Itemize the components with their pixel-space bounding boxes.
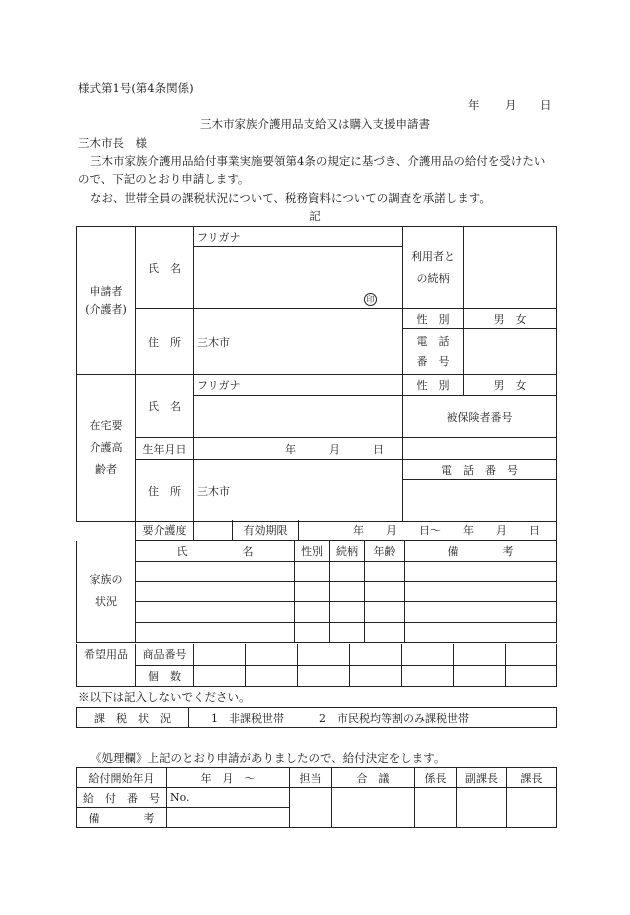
quantity-cell[interactable] [350,665,402,686]
elder-address-label: 住 所 [136,460,194,522]
care-level-label: 要介護度 [136,520,194,540]
elder-name-field[interactable] [194,396,403,438]
tax-option-1[interactable]: 1 非課税世帯 [211,711,284,725]
processing-table [76,767,557,828]
product-number-cell[interactable] [194,644,246,665]
elder-sex-label: 性 別 [403,375,464,396]
quantity-cell[interactable] [246,665,298,686]
valid-period-label: 有効期限 [233,520,299,540]
quantity-cell[interactable] [402,665,454,686]
addressee: 三木市長 様 [78,136,147,150]
date-day: 日 [540,98,552,112]
quantity-label: 個 数 [136,665,194,686]
benefit-number-label: 給 付 番 号 [77,788,167,808]
product-number-cell[interactable] [454,644,506,665]
birth-date-field[interactable]: 年 月 日 [194,438,403,460]
applicant-furigana[interactable]: フリガナ [194,227,403,247]
valid-period-field[interactable]: 年 月 日～ 年 月 日 [299,520,557,540]
tax-status-label: 課 税 状 況 [77,708,189,728]
applicant-sex-label: 性 別 [403,309,464,329]
product-number-cell[interactable] [246,644,298,665]
care-level-table [135,520,557,541]
tax-option-2[interactable]: 2 市民税均等割のみ課税世帯 [319,711,469,725]
processing-caption: 《処理欄》上記のとおり申請がありましたので、給付決定をします。 [90,751,446,765]
body-line-3: なお、世帯全員の課税状況について、税務資料についての調査を承諾します。 [90,191,491,205]
applicant-section-label: 申請者 (介護者) [77,227,136,375]
family-col-age: 年齢 [365,541,405,561]
kakari-label: 係長 [415,768,457,788]
product-number-cell[interactable] [506,644,557,665]
family-col-name: 氏 名 [136,541,295,561]
goods-table [76,644,557,687]
goods-section-label: 希望用品 [77,644,136,686]
body-line-2: ので、下記のとおり申請します。 [78,172,250,186]
product-number-label: 商品番号 [136,644,194,665]
family-row[interactable] [77,581,557,601]
applicant-address-label: 住 所 [136,309,194,375]
family-col-note: 備 考 [405,541,557,561]
family-table [76,541,557,643]
tanto-stamp[interactable] [290,788,332,828]
family-row[interactable] [77,601,557,622]
fuku-stamp[interactable] [457,788,507,828]
body-line-1: 三木市家族介護用品給付事業実施要領第4条の規定に基づき、介護用品の給付を受けたい [90,154,546,168]
elder-sex-options[interactable]: 男 女 [464,375,557,396]
ki-label: 記 [309,209,321,223]
applicant-phone-label: 電 話 番 号 [403,329,464,375]
family-col-relation: 続柄 [330,541,365,561]
date-month: 月 [505,98,517,112]
family-row[interactable] [77,622,557,642]
notice-text: ※以下は記入しないでください。 [78,690,251,704]
family-row[interactable] [77,561,557,581]
seal-icon: 印 [364,293,377,306]
start-month-field[interactable]: 年 月 ～ [167,768,290,788]
relation-field[interactable] [464,227,557,309]
tax-status-options[interactable] [189,708,557,728]
insured-number-field[interactable] [403,438,557,460]
page-title: 三木市家族介護用品支給又は購入支援申請書 [200,117,430,131]
applicant-address-field[interactable]: 三木市 [194,309,403,375]
start-month-label: 給付開始年月 [77,768,167,788]
benefit-number-field[interactable]: No. [167,788,290,808]
elder-address-field[interactable]: 三木市 [194,460,403,522]
elder-name-label: 氏 名 [136,375,194,438]
date-year: 年 [468,98,480,112]
tanto-label: 担当 [290,768,332,788]
quantity-cell[interactable] [454,665,506,686]
applicant-table [76,226,557,375]
remarks-label: 備 考 [77,808,167,828]
fuku-label: 副課長 [457,768,507,788]
kacho-label: 課長 [507,768,557,788]
quantity-cell[interactable] [194,665,246,686]
quantity-cell[interactable] [506,665,557,686]
form-number: 様式第1号(第4条関係) [78,81,194,95]
applicant-phone-field[interactable] [464,329,557,375]
kakari-stamp[interactable] [415,788,457,828]
elder-furigana[interactable]: フリガナ [194,375,403,396]
elder-phone-field[interactable] [403,480,557,522]
family-section-label: 家族の 状況 [77,541,136,642]
elder-section-label: 在宅要 介護高 齢者 [77,375,136,522]
gogi-stamp[interactable] [332,788,415,828]
product-number-cell[interactable] [350,644,402,665]
relation-label: 利用者と の続柄 [403,227,464,309]
quantity-cell[interactable] [298,665,350,686]
tax-table [76,707,557,728]
applicant-name-field[interactable] [194,247,403,309]
gogi-label: 合 議 [332,768,415,788]
elder-table [76,374,557,522]
care-level-field[interactable] [194,520,233,540]
birth-date-label: 生年月日 [136,438,194,460]
applicant-sex-options[interactable]: 男 女 [464,309,557,329]
kacho-stamp[interactable] [507,788,557,828]
applicant-name-label: 氏 名 [136,227,194,309]
remarks-field[interactable] [167,808,290,828]
insured-number-label: 被保険者番号 [403,396,557,438]
elder-phone-label: 電 話 番 号 [403,460,557,480]
family-col-sex: 性別 [295,541,330,561]
product-number-cell[interactable] [402,644,454,665]
product-number-cell[interactable] [298,644,350,665]
